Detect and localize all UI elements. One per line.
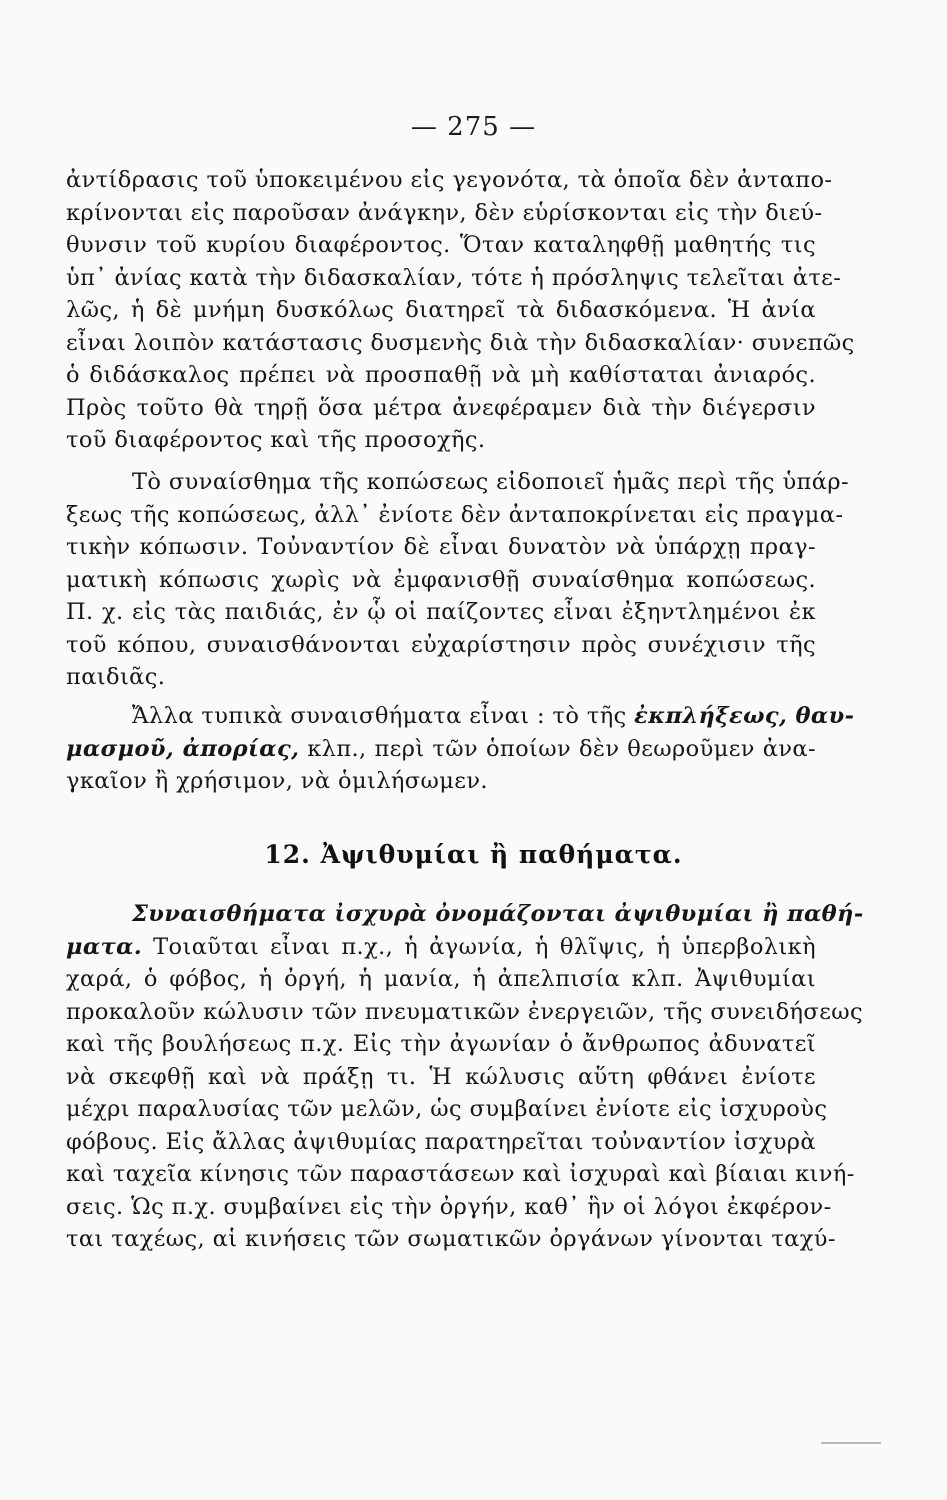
text-line: Τὸ συναίσθημα τῆς κοπώσεως εἰδοποιεῖ ἡμᾶς περὶ τῆς ὑπάρ- — [132, 469, 849, 495]
text-line: φόβους. Εἰς ἄλλας ἀψιθυμίας παρατηρεῖται τοὐναντίον ἰσχυρὰ — [66, 1128, 817, 1155]
text-line: ὁ διδάσκαλος πρέπει νὰ προσπαθῇ νὰ μὴ καθίσταται ἀνιαρός. — [66, 362, 816, 388]
text-line: τοῦ κόπου, συναισθάνονται εὐχαρίστησιν πρὸς συνέχισιν τῆς — [66, 631, 816, 658]
text-line: Π. χ. εἰς τὰς παιδιάς, ἐν ᾧ οἱ παίζοντες εἶναι ἐξηντλημένοι ἐκ — [66, 599, 816, 625]
text-run: κλπ., περὶ τῶν ὁποίων δὲν θεωροῦμεν ἀνα- — [299, 735, 816, 762]
text-line — [66, 898, 864, 931]
emphasized-term: μασμοῦ, ἀπορίας, — [66, 735, 300, 762]
text-line: χαρά, ὁ φόβος, ἡ ὀργή, ἡ μανία, ἡ ἀπελπισία κλπ. Ἀψιθυμίαι — [66, 966, 816, 992]
text-line — [66, 931, 816, 964]
text-run: Τοιαῦται εἶναι π.χ., ἡ ἀγωνία, ἡ θλῖψις, ἡ ὑπερβολικὴ — [142, 933, 816, 960]
text-line — [66, 700, 855, 733]
text-line: ματικὴ κόπωσις χωρὶς νὰ ἐμφανισθῇ συναίσθημα κοπώσεως. — [66, 566, 816, 593]
text-line — [66, 733, 816, 766]
text-line: προκαλοῦν κώλυσιν τῶν πνευματικῶν ἐνεργειῶν, τῆς συνειδήσεως — [66, 998, 863, 1025]
text-line: γκαῖον ἢ χρήσιμον, νὰ ὁμιλήσωμεν. — [66, 768, 488, 794]
paragraph-other-feelings — [66, 700, 855, 798]
text-line: παιδιᾶς. — [66, 664, 166, 690]
text-line: ται ταχέως, αἱ κινήσεις τῶν σωματικῶν ὀργάνων γίνονται ταχύ- — [66, 1226, 836, 1252]
paragraph-ennui — [66, 164, 855, 457]
text-line: Πρὸς τοῦτο θὰ τηρῇ ὅσα μέτρα ἀνεφέραμεν διὰ τὴν διέγερσιν — [66, 394, 816, 421]
text-line: σεις. Ὡς π.χ. συμβαίνει εἰς τὴν ὀργήν, καθ᾿ ἣν οἱ λόγοι ἐκφέρον- — [66, 1193, 832, 1220]
page-number: — 275 — — [410, 112, 537, 142]
text-line: ἀντίδρασις τοῦ ὑποκειμένου εἰς γεγονότα, τὰ ὁποῖα δὲν ἀνταπο- — [66, 167, 833, 193]
emphasized-definition: ματα. — [66, 933, 143, 960]
section-heading: 12. Ἀψιθυμίαι ἢ παθήματα. — [264, 840, 683, 869]
paragraph-fatigue — [66, 466, 849, 694]
text-line: μέχρι παραλυσίας τῶν μελῶν, ὡς συμβαίνει ἐνίοτε εἰς ἰσχυροὺς — [66, 1096, 828, 1122]
emphasized-term: ἐκπλήξεως, θαυ- — [634, 703, 855, 729]
emphasized-definition: Συναισθήματα ἰσχυρὰ ὀνομάζονται ἀψιθυμίαι ἢ παθή- — [132, 901, 864, 927]
text-line: ξεως τῆς κοπώσεως, ἀλλ᾿ ἐνίοτε δὲν ἀνταποκρίνεται εἰς πραγμα- — [66, 501, 844, 528]
text-line: καὶ ταχεῖα κίνησις τῶν παραστάσεων καὶ ἰσχυραὶ καὶ βίαιαι κινή- — [66, 1161, 855, 1187]
text-line: κρίνονται εἰς παροῦσαν ἀνάγκην, δὲν εὑρίσκονται εἰς τὴν διεύ- — [66, 199, 823, 226]
text-line: εἶναι λοιπὸν κατάστασις δυσμενὴς διὰ τὴν διδασκαλίαν· συνεπῶς — [66, 329, 855, 356]
text-line: καὶ τῆς βουλήσεως π.χ. Εἰς τὴν ἀγωνίαν ὁ ἄνθρωπος ἀδυνατεῖ — [66, 1031, 816, 1057]
text-line: ὑπ᾿ ἀνίας κατὰ τὴν διδασκαλίαν, τότε ἡ πρόσληψις τελεῖται ἀτε- — [66, 264, 842, 291]
text-line: τικὴν κόπωσιν. Τοὐναντίον δὲ εἶναι δυνατὸν νὰ ὑπάρχῃ πραγ- — [66, 534, 816, 560]
text-line: λῶς, ἡ δὲ μνήμη δυσκόλως διατηρεῖ τὰ διδασκόμενα. Ἡ ἀνία — [66, 297, 816, 323]
text-run: Ἄλλα τυπικὰ συναισθήματα εἶναι : τὸ τῆς — [132, 703, 635, 729]
text-line: θυνσιν τοῦ κυρίου διαφέροντος. Ὅταν καταληφθῇ μαθητής τις — [66, 232, 816, 258]
text-line: νὰ σκεφθῇ καὶ νὰ πράξῃ τι. Ἡ κώλυσις αὕτη φθάνει ἐνίοτε — [66, 1063, 816, 1090]
paper-mark — [821, 1442, 881, 1444]
paragraph-passions — [66, 898, 864, 1256]
text-line: τοῦ διαφέροντος καὶ τῆς προσοχῆς. — [66, 427, 486, 453]
